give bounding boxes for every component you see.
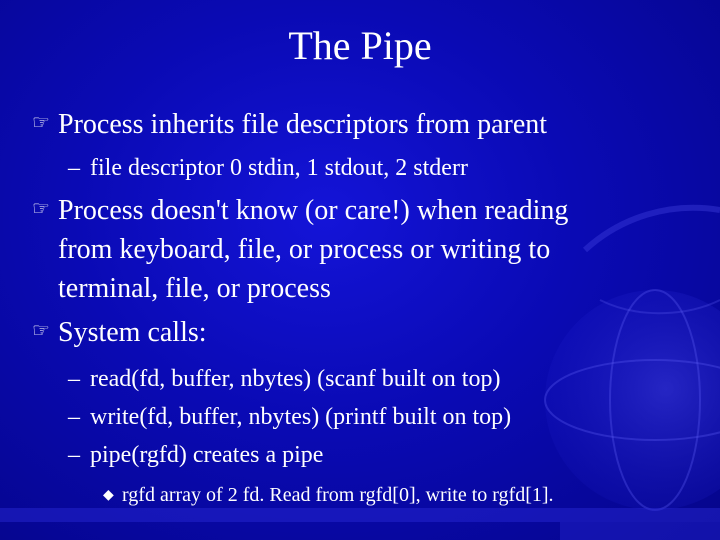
sub-sub-bullet-text: rgfd array of 2 fd. Read from rgfd[0], write to rgfd[1]. — [122, 484, 554, 506]
sub-bullet-text: write(fd, buffer, nbytes) (printf built on top) — [90, 404, 512, 430]
dash-icon: – — [68, 404, 80, 430]
pointing-hand-icon: ☞ — [32, 198, 50, 220]
bullet-text: Process inherits file descriptors from parent — [58, 109, 548, 140]
dash-icon: – — [68, 442, 80, 468]
bullet-text-continuation: from keyboard, file, or process or writing to — [58, 234, 551, 265]
pointing-hand-icon: ☞ — [32, 112, 50, 134]
sub-bullet-text: pipe(rgfd) creates a pipe — [90, 442, 324, 468]
bullet-text: System calls: — [58, 317, 207, 348]
bullet-text-continuation: terminal, file, or process — [58, 273, 331, 304]
sub-bullet-text: read(fd, buffer, nbytes) (scanf built on top) — [90, 366, 501, 392]
dash-icon: – — [68, 366, 80, 392]
bullet-text: Process doesn't know (or care!) when reading — [58, 195, 569, 226]
pointing-hand-icon: ☞ — [32, 320, 50, 342]
diamond-bullet-icon: ◆ — [103, 488, 114, 503]
slide-title: The Pipe — [288, 23, 432, 68]
dash-icon: – — [68, 155, 80, 181]
sub-bullet-text: file descriptor 0 stdin, 1 stdout, 2 stderr — [90, 155, 468, 181]
